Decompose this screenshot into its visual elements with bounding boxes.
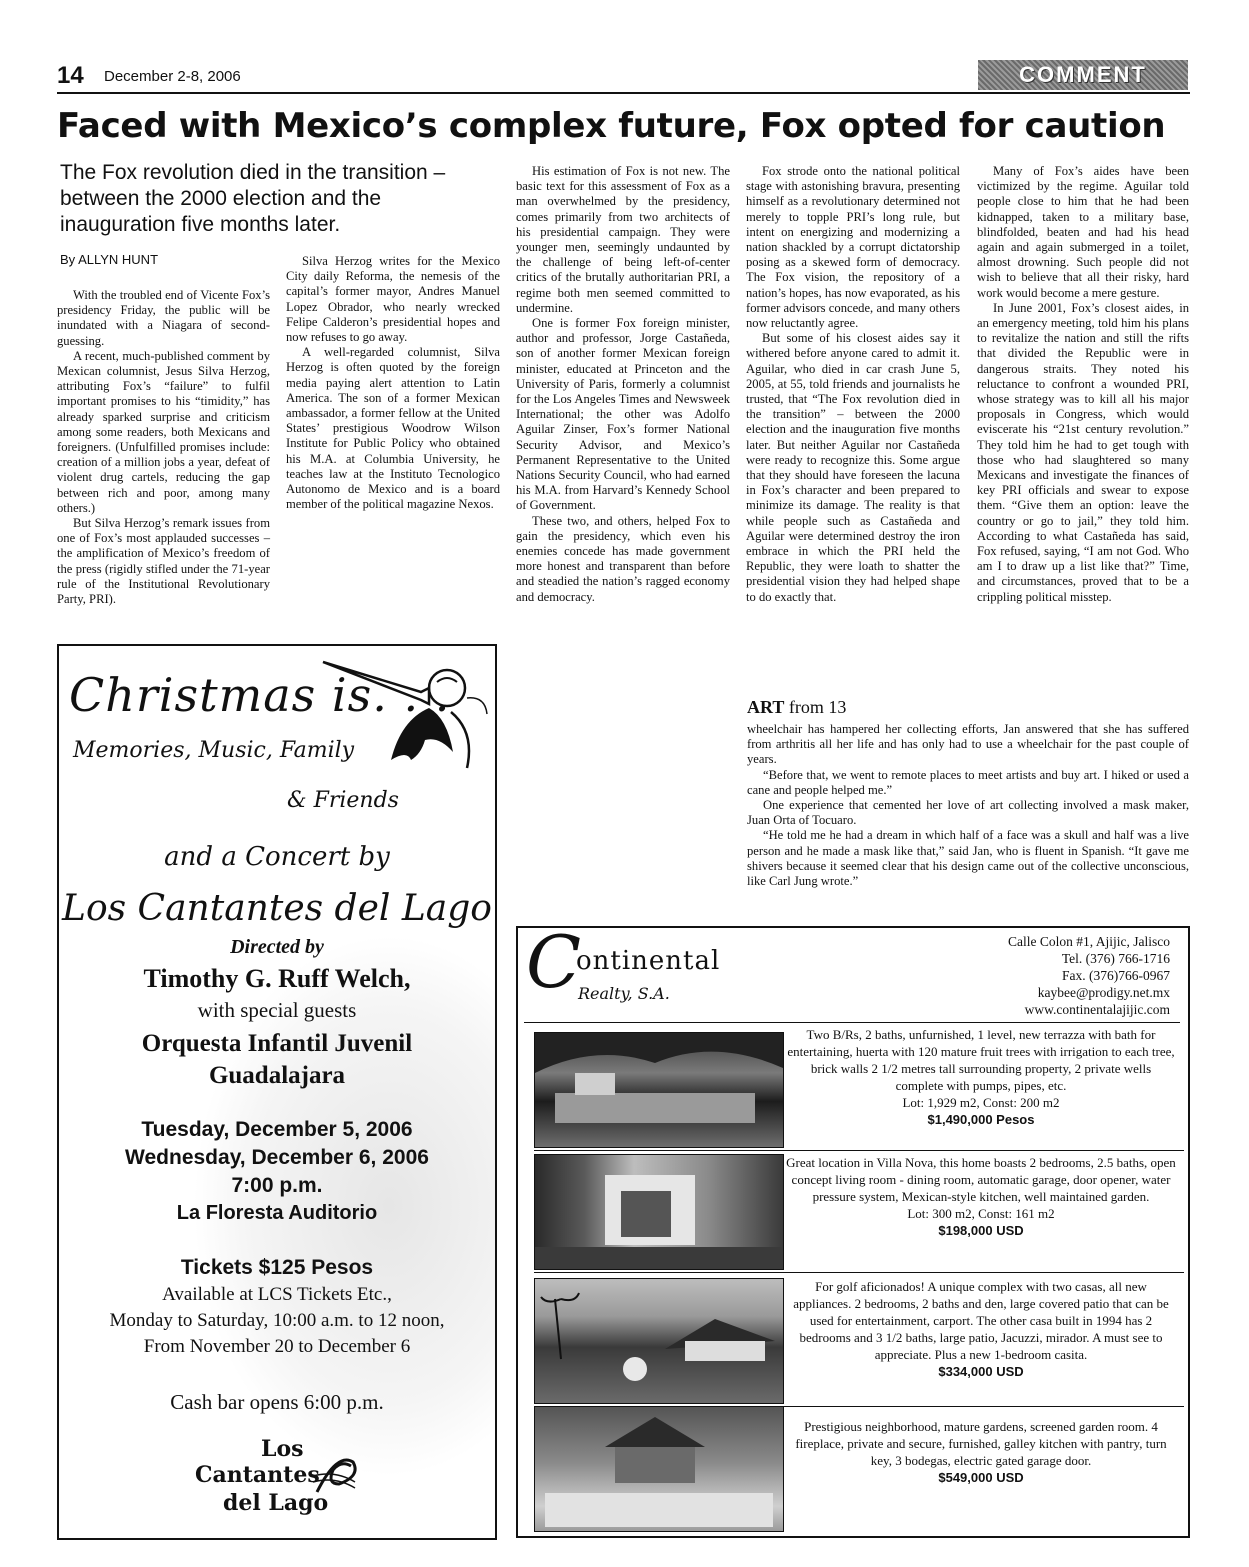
deck: The Fox revolution died in the transition – between the 2000 election and the inauguration five months later. xyxy=(60,161,446,236)
house-photo-icon xyxy=(535,1407,783,1531)
realty-name: ontinental xyxy=(576,946,721,976)
article-paragraph: These two, and others, helped Fox to gain the presidency, which even his enemies concede has made government more honest and transparent than before and steadied the nation’s ragged economy and democracy. xyxy=(516,513,730,604)
art-jump-label: ART xyxy=(747,697,785,717)
listing-photo xyxy=(534,1154,784,1270)
house-photo-icon xyxy=(535,1155,783,1269)
article-paragraph: In June 2001, Fox’s closest aides, in an emergency meeting, told him his plans to revitalize the nation and still the rifts that divided the Republic were in dangerous straits. They noted his reluctance to confront a wounded PRI, whose strategy was to kill all his major proposals in Congress, which would eviscerate his “21st century revolution.” They told him he had to get tough with those who had slaughtered so many Mexicans and investigate the finances of key PRI officials and swear to expose them. “Give them an option: leave the country or go to jail,” they told him. According to what Castañeda has said, Fox refused, saying, “I am not God. Who am I to draw up a list like that?” Time, and circumstances, proved that to be a crippling political misstep. xyxy=(977,300,1189,604)
issue-date: December 2-8, 2006 xyxy=(104,68,241,85)
realty-logo-initial: C xyxy=(526,920,582,1004)
article-paragraph: A recent, much-published comment by Mexican columnist, Jesus Silva Herzog, attributing Fox’s “failure” to fulfil important promises to his “timidity,” has already sparked surprise and criticism among some readers, both Mexicans and foreigners. (Unfulfilled promises include: creation of a million jobs a year, defeat of violent drug cartels, reducing the gap between rich and poor, among many others.) xyxy=(57,348,270,515)
article-column-2 xyxy=(286,254,500,512)
art-paragraph: “Before that, we went to remote places to meet artists and buy art. I hiked or used a cane and people helped me.” xyxy=(747,767,1189,797)
article-column-5 xyxy=(977,164,1189,605)
listing-photo xyxy=(534,1278,784,1404)
logo-text: del Lago xyxy=(223,1490,329,1516)
listing-3 xyxy=(786,1278,1176,1380)
listing-photo xyxy=(534,1406,784,1532)
listing-divider xyxy=(534,1272,1184,1273)
ad-time: 7:00 p.m. xyxy=(231,1174,323,1197)
art-jump-from: from 13 xyxy=(788,697,847,717)
article-paragraph: One is former Fox foreign minister, author and professor, Jorge Castañeda, son of another former Mexican foreign minister, educated at Princeton and the University of Paris, formerly a columnist for the Los Angeles Times and Newsweek International; the other was Adolfo Aguilar Zinser, Fox’s former National Security Advisor, and Mexico’s Permanent Representative to the United Nations Security Council, who had earned his M.A. from Harvard’s Kennedy School of Government. xyxy=(516,316,730,513)
ad-guests-label: with special guests xyxy=(197,998,357,1022)
christmas-concert-ad xyxy=(57,644,497,1540)
art-jump-body xyxy=(747,722,1189,889)
ad-venue: La Floresta Auditorio xyxy=(176,1202,378,1224)
article-paragraph: With the troubled end of Vicente Fox’s presidency Friday, the public will be inundated with a Niagara of second-guessing. xyxy=(57,288,270,348)
ad-sale-dates: From November 20 to December 6 xyxy=(143,1336,411,1357)
house-photo-icon xyxy=(535,1279,783,1403)
listing-lot: Lot: 300 m2, Const: 161 m2 xyxy=(907,1206,1055,1221)
ad-directed-label: Directed by xyxy=(230,936,324,958)
article-paragraph: Many of Fox’s aides have been victimized by the regime. Aguilar told people close to him that he had been kidnapped, taken to a military base, blindfolded, beaten and had his head again and again submerged in a toilet, almost drowning. Such people did not wish to believe that all their risky, hard work would become a mere gesture. xyxy=(977,164,1189,300)
listing-description: Two B/Rs, 2 baths, unfurnished, 1 level, new terrazza with bath for entertaining, huerta with 120 mature fruit trees with irrigation to each tree, brick walls 2 1/2 metres tall surrounding property, 2 private wells complete with pumps, pipes, etc. xyxy=(787,1027,1175,1093)
realty-email: kaybee@prodigy.net.mx xyxy=(1037,985,1170,1000)
ad-tickets: Tickets $125 Pesos xyxy=(180,1256,374,1279)
header-rule xyxy=(57,92,1190,94)
realty-divider xyxy=(524,1022,1180,1023)
ad-availability: Available at LCS Tickets Etc., xyxy=(162,1284,392,1305)
listing-1 xyxy=(786,1026,1176,1128)
ad-guests: Orquesta Infantil Juvenil xyxy=(141,1030,413,1057)
article-paragraph: But Silva Herzog’s remark issues from one of Fox’s most applauded successes – the amplification of Mexico’s freedom of the press (rigidly stifled under the 71-year rule of the Institutional Revolutionary Party, PRI). xyxy=(57,516,270,607)
page-number: 14 xyxy=(57,62,84,89)
continental-realty-ad xyxy=(516,920,1190,1538)
realty-subname: Realty, S.A. xyxy=(578,984,670,1003)
realty-phone: Tel. (376) 766-1716 xyxy=(1061,951,1170,966)
listing-description: Prestigious neighborhood, mature gardens, screened garden room. 4 fireplace, private and secure, furnished, galley kitchen with pantry, turn key, 3 bodegas, electric gated garage door. xyxy=(795,1419,1167,1468)
listing-price: $334,000 USD xyxy=(938,1364,1024,1379)
art-jump-head xyxy=(747,697,846,718)
listing-price: $549,000 USD xyxy=(938,1470,1024,1485)
realty-fax: Fax. (376)766-0967 xyxy=(1062,968,1170,983)
ad-group-name: Los Cantantes del Lago xyxy=(62,888,492,929)
ad-cash-bar: Cash bar opens 6:00 p.m. xyxy=(170,1390,384,1414)
article-paragraph: Silva Herzog writes for the Mexico City daily Reforma, the nemesis of the capital’s former mayor, Andres Manuel Lopez Obrador, who nearly wrecked Felipe Calderon’s presidential hopes and now refuses to go away. xyxy=(286,254,500,345)
byline: By ALLYN HUNT xyxy=(60,252,159,267)
listing-description: For golf aficionados! A unique complex with two casas, all new appliances. 2 bedrooms, 2 baths and den, large covered patio that can be used for entertainment, carport. The other casa built in 1994 has 2 bedrooms and 3 1/2 baths, large patio, Jacuzzi, mirador. A must see to appreciate. Plus a new 1-bedroom casita. xyxy=(793,1279,1169,1362)
art-paragraph: One experience that cemented her love of art collecting involved a mask maker, Juan Orta of Tocuaro. xyxy=(747,798,1189,828)
listing-lot: Lot: 1,929 m2, Const: 200 m2 xyxy=(902,1095,1060,1110)
ad-hours: Monday to Saturday, 10:00 a.m. to 12 noon, xyxy=(109,1310,445,1331)
realty-website: www.continentalajijic.com xyxy=(1024,1002,1170,1017)
choir-logo xyxy=(189,1436,369,1526)
listing-price: $198,000 USD xyxy=(938,1223,1024,1238)
listing-photo xyxy=(534,1032,784,1148)
article-paragraph: Fox strode onto the national political stage with astonishing bravura, presenting himself as a revolutionary determined not merely to topple PRI’s long rule, but intent on energizing and modernizing a nation shackled by a corrupt dictatorship posing as a skewed form of democracy. The Fox vision, the repository of a nation’s hopes, has now evaporated, as his former advisors concede, and many others now reluctantly agree. xyxy=(746,164,960,331)
ad-date: Wednesday, December 6, 2006 xyxy=(125,1146,429,1169)
listing-description: Great location in Villa Nova, this home boasts 2 bedrooms, 2.5 baths, open concept living room - dining room, automatic garage, door opener, water pressure system, Mexican-style kitchen, well maintained garden. xyxy=(786,1155,1176,1204)
ad-subtitle: Memories, Music, Family xyxy=(73,738,355,763)
article-paragraph: His estimation of Fox is not new. The basic text for this assessment of Fox as a man overwhelmed by the presidency, comes primarily from two architects of his presidential campaign. They were younger men, seemingly undaunted by the challenge of being left-of-center critics of the brutally authoritarian PRI, a regime both men seemed committed to undermine. xyxy=(516,164,730,315)
house-photo-icon xyxy=(535,1033,783,1147)
ad-director: Timothy G. Ruff Welch, xyxy=(143,964,411,993)
ad-date: Tuesday, December 5, 2006 xyxy=(141,1118,413,1141)
ad-guests: Guadalajara xyxy=(208,1062,346,1089)
listing-price: $1,490,000 Pesos xyxy=(927,1112,1035,1127)
ad-title: Christmas is. . . xyxy=(69,668,451,722)
ad-subtitle: and a Concert by xyxy=(164,842,390,872)
article-paragraph: A well-regarded columnist, Silva Herzog is often quoted by the foreign media paying alert attention to Latin America. The son of a former Mexican ambassador, a former fellow at the United States’ prestigious Woodrow Wilson Institute for Public Policy who obtained his M.A. at Columbia University, he teaches law at the Instituto Tecnologico Autonomo de Mexico and is a board member of the political magazine Nexos. xyxy=(286,345,500,512)
logo-text: Los xyxy=(261,1436,304,1462)
listing-2 xyxy=(786,1154,1176,1239)
article-column-4 xyxy=(746,164,960,605)
listing-divider xyxy=(534,1150,1184,1151)
ad-subtitle: & Friends xyxy=(287,788,399,813)
section-tag: COMMENT xyxy=(978,60,1188,90)
listing-4 xyxy=(786,1418,1176,1486)
headline: Faced with Mexico’s complex future, Fox opted for caution xyxy=(57,106,1166,146)
art-paragraph: wheelchair has hampered her collecting efforts, Jan answered that she has suffered from arthritis all her life and has only had to use a wheelchair for the past couple of years. xyxy=(747,722,1189,767)
logo-text: Cantantes xyxy=(195,1462,320,1488)
article-column-1 xyxy=(57,288,270,607)
article-column-3 xyxy=(516,164,730,605)
art-paragraph: “He told me he had a dream in which half of a face was a skull and half was a live person and he made a mask like that,” said Jan, who is fluent in Spanish. “It gave me shivers because it seemed clear that his design came out of the collective unconscious, like Carl Jung wrote.” xyxy=(747,828,1189,889)
realty-address: Calle Colon #1, Ajijic, Jalisco xyxy=(1008,934,1170,949)
article-paragraph: But some of his closest aides say it withered before anyone cared to admit it. Aguilar, who died in car crash June 5, 2005, at 55, told friends and journalists he trusted, that “The Fox revolution died in the transition” – between the 2000 election and the inauguration five months later. But neither Aguilar nor Castañeda were ready to recognize this. Some argue that they should have foreseen the lacuna in Fox’s character and been prepared to minimize its damage. The reality is that while people such as Castañeda and Aguilar were determined destroy the iron embrace in which the PRI held the Republic, they were loath to shatter the presidential vision they had helped shape to do exactly that. xyxy=(746,331,960,604)
